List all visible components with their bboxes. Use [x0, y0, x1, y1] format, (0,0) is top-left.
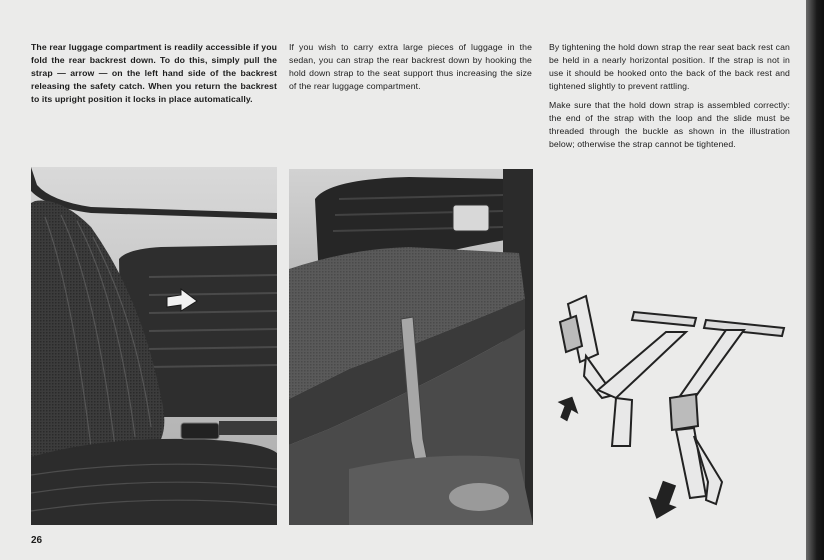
page-number: 26: [31, 535, 43, 546]
paragraph-extra-luggage: If you wish to carry extra large pieces of luggage in the sedan, you can strap the rear backrest down by hooking the hold down strap to the seat support thus increasing the size of the rear luggage compartment.: [289, 42, 532, 91]
text-column-2: [289, 41, 532, 99]
rear-seat-backrest-release-photo: [31, 167, 277, 525]
paragraph-rear-luggage: [31, 41, 277, 106]
text-column-1: [31, 41, 277, 112]
paragraph-assembly: Make sure that the hold down strap is assembled correctly: the end of the strap with the loop and the slide must be threaded through the buckle as shown in the illustration below; otherwise the strap cannot be tightened.: [549, 100, 790, 149]
text-column-3: [549, 41, 790, 157]
paragraph-tightening: By tightening the hold down strap the rear seat back rest can be held in a nearly horizontal position. If the strap is not in use it should be hooked onto the back of the back rest and tightened slightly to prevent rattling.: [549, 42, 790, 91]
bold-lead: The rear luggage compartment: [31, 42, 162, 52]
paragraph-text: is readily accessible if you fold the rear backrest down. To do this, simply pull the strap — arrow — on the left hand side of the backrest releasing the safety catch. When you return the backrest to its upright position it locks in place automatically.: [31, 42, 278, 104]
folded-backrest-strapped-photo: [289, 169, 533, 525]
hold-down-strap-illustration: [546, 286, 791, 526]
page-edge-shadow: [806, 0, 824, 560]
